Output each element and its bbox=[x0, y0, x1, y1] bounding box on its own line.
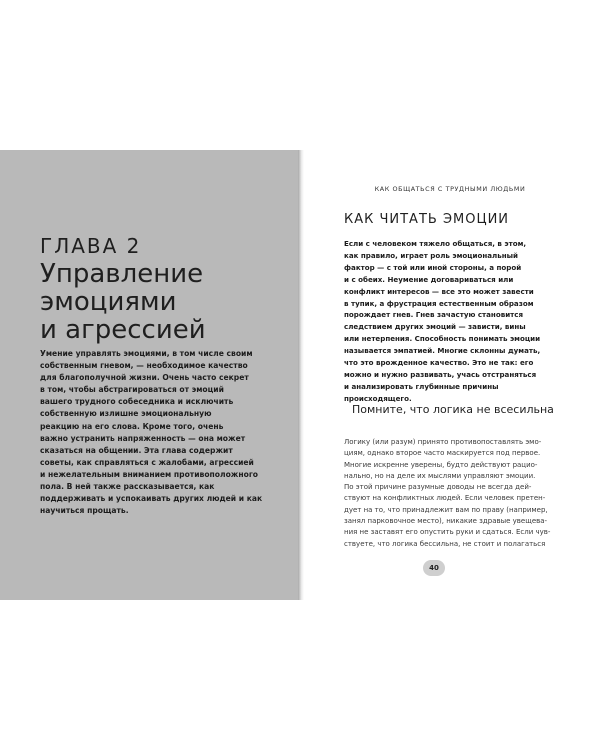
text-line: или нетерпения. Способность понимать эмоции bbox=[344, 334, 541, 344]
text-line: поддерживать и успокаивать других людей и как bbox=[40, 494, 263, 504]
text-line: можно и нужно развивать, учась отстраняться bbox=[344, 369, 537, 379]
text-line: и с обеих. Неумение договариваться или bbox=[344, 274, 514, 284]
text-line: пола. В ней также рассказывается, как bbox=[40, 482, 215, 492]
text-line: Если с человеком тяжело общаться, в этом, bbox=[344, 239, 527, 248]
page-number: 40 bbox=[423, 560, 445, 576]
text-line: и анализировать глубинные причины bbox=[344, 381, 499, 391]
text-line: в том, чтобы абстрагироваться от эмоций bbox=[40, 385, 224, 395]
text-line: нально, но на деле их мыслями управляют эмоции. bbox=[344, 471, 536, 480]
text-line: в тупик, а фрустрация естественным образом bbox=[344, 298, 534, 308]
text-line: конфликт интересов — все это может завести bbox=[344, 286, 534, 296]
text-line: советы, как справляться с жалобами, агрессией bbox=[40, 457, 254, 467]
chapter-intro-text bbox=[40, 348, 288, 517]
text-line: и нежелательным вниманием противоположного bbox=[40, 469, 258, 479]
text-line: порождает гнев. Гнев зачастую становится bbox=[344, 310, 524, 320]
text-line: важно устранить напряженность — она может bbox=[40, 433, 246, 443]
body-text bbox=[344, 437, 559, 550]
text-line: научиться прощать. bbox=[40, 506, 129, 516]
text-line: следствием других эмоций — зависти, вины bbox=[344, 322, 526, 332]
text-line: вашего трудного собеседника и исключить bbox=[40, 397, 234, 407]
text-line: Логику (или разум) принято противопоставлять эмо- bbox=[344, 438, 542, 446]
text-line: фактор — с той или иной стороны, а порой bbox=[344, 262, 522, 272]
text-line: занял парковочное место), никакие здравые увещева- bbox=[344, 517, 548, 526]
text-line: реакцию на его слова. Кроме того, очень bbox=[40, 421, 224, 431]
section-intro-text bbox=[344, 238, 559, 405]
text-line: Умение управлять эмоциями, в том числе своим bbox=[40, 349, 253, 358]
left-page bbox=[0, 150, 300, 600]
book-spread bbox=[0, 150, 600, 600]
text-line: называется эмпатией. Многие склонны думать, bbox=[344, 346, 541, 356]
right-page bbox=[300, 150, 600, 600]
subheading: Помните, что логика не всесильна bbox=[352, 403, 554, 416]
chapter-title-line: Управление bbox=[40, 259, 204, 289]
text-line: Многие искренне уверены, будто действуют рацио- bbox=[344, 460, 538, 469]
text-line: как правило, играет роль эмоциональный bbox=[344, 250, 519, 260]
chapter-label: ГЛАВА 2 bbox=[40, 234, 142, 258]
text-line: происходящего. bbox=[344, 393, 412, 403]
chapter-title-line: эмоциями bbox=[40, 287, 177, 317]
section-title: КАК ЧИТАТЬ ЭМОЦИИ bbox=[344, 212, 510, 227]
text-line: дует на то, что принадлежит вам по праву (например, bbox=[344, 505, 548, 514]
text-line: собственным гневом, — необходимое качество bbox=[40, 361, 248, 371]
text-line: для благополучной жизни. Очень часто секрет bbox=[40, 373, 249, 383]
text-line: собственную излишне эмоциональную bbox=[40, 409, 212, 419]
text-line: ния не заставят его опустить руки и сдаться. Если чув- bbox=[344, 528, 551, 537]
text-line: циям, однако второе часто маскируется под первое. bbox=[344, 449, 541, 458]
running-head: КАК ОБЩАТЬСЯ С ТРУДНЫМИ ЛЮДЬМИ bbox=[374, 185, 526, 193]
text-line: По этой причине разумные доводы не всегда дей- bbox=[344, 483, 532, 492]
text-line: сказаться на общении. Эта глава содержит bbox=[40, 445, 233, 455]
text-line: ствуют на конфликтных людей. Если человек претен- bbox=[344, 494, 546, 503]
text-line: что это врожденное качество. Это не так: его bbox=[344, 358, 534, 368]
chapter-title-line: и агрессией bbox=[40, 315, 206, 345]
chapter-title bbox=[40, 260, 290, 344]
spine-fold bbox=[298, 150, 304, 600]
text-line: ствуете, что логика бессильна, не стоит и полагаться bbox=[344, 539, 546, 548]
